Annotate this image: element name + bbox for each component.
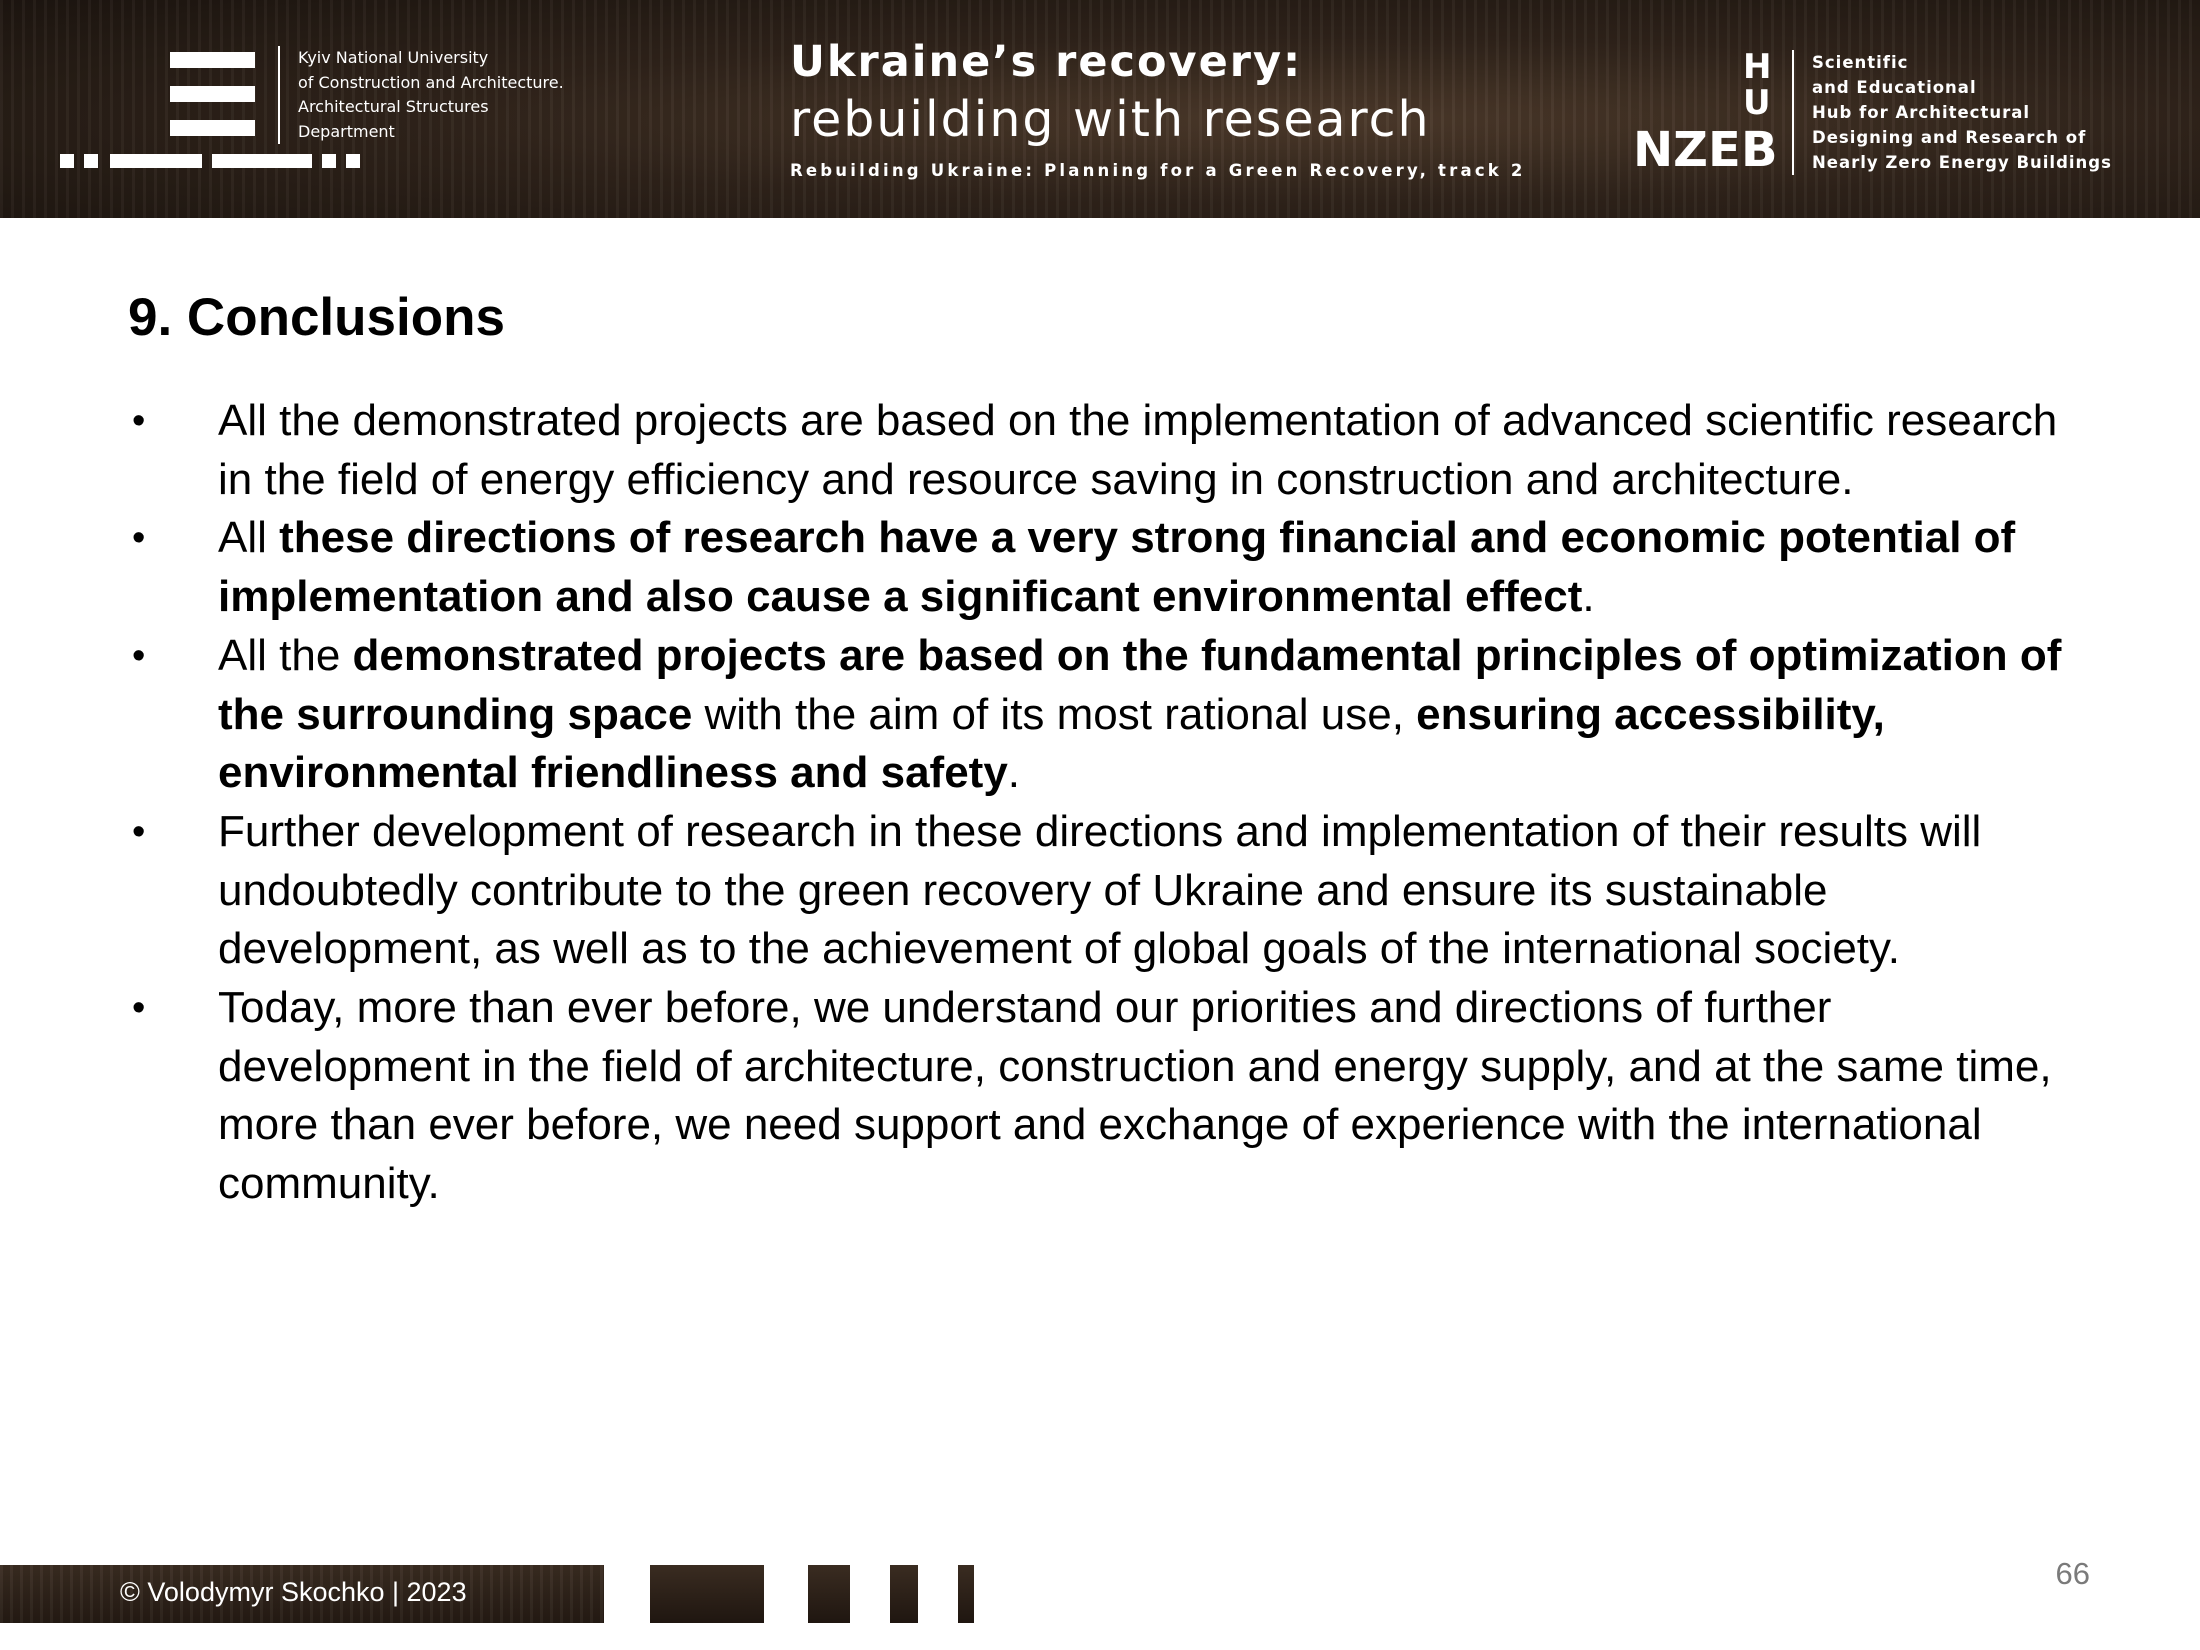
university-line: Kyiv National University <box>298 48 489 67</box>
hub-letter-nze: NZE <box>1633 122 1741 178</box>
conclusion-text <box>218 631 2061 797</box>
plain-text: All <box>218 513 280 563</box>
university-line: Department <box>298 121 395 141</box>
bullet-marker: • <box>132 517 146 560</box>
hub-nzeb-logo <box>1630 47 1780 180</box>
header-title-block <box>790 34 1526 184</box>
footer-copyright: © Volodymyr Skochko | 2023 <box>120 1577 467 1607</box>
footer-decoration <box>808 1565 850 1623</box>
emphasis-text: demonstrated projects are based on the fundamental principles of optimization of the surrounding space <box>218 630 2062 739</box>
university-line: Architectural Structures <box>298 97 489 116</box>
bullet-marker: • <box>132 400 146 442</box>
emphasis-text: ensuring accessibility, environmental friendliness and safety <box>218 689 1885 798</box>
conclusions-list <box>128 392 2078 1214</box>
plain-text: with the aim of its most rational use, <box>692 689 1417 739</box>
footer-bar <box>0 1565 604 1623</box>
hub-line: and Educational <box>1812 78 1977 97</box>
plain-text: Today, more than ever before, we understand our priorities and directions of further development in the field of architecture, construction and energy supply, and at the same time, more than ever before, we need support and exchange of experience with the international community. <box>218 983 2052 1209</box>
university-line: of Construction and Architecture. <box>298 72 564 92</box>
footer-decoration <box>890 1565 918 1623</box>
plain-text: All the <box>218 630 353 680</box>
hub-letter-u: U <box>1743 83 1771 123</box>
plain-text: . <box>1582 572 1595 622</box>
conclusion-item <box>128 803 2078 979</box>
header-subtitle: rebuilding with research <box>790 91 1431 148</box>
logo-bar <box>60 154 74 168</box>
footer-decoration <box>958 1565 974 1623</box>
hub-letter-h: H <box>1743 47 1772 87</box>
conclusion-text <box>218 513 2015 621</box>
bullet-marker: • <box>132 810 146 853</box>
logo-bar <box>212 154 312 168</box>
header-track: Rebuilding Ukraine: Planning for a Green Recovery, track 2 <box>790 161 1526 180</box>
header-title: Ukraine’s recovery: <box>790 37 1303 87</box>
logo-bar <box>346 154 360 168</box>
hub-letter-b: B <box>1741 122 1778 178</box>
conclusion-item <box>128 392 2078 509</box>
hub-description <box>1792 50 2142 175</box>
conclusion-text <box>218 396 2057 504</box>
plain-text: Further development of research in these directions and implementation of their results will undoubtedly contribute to the green recovery of Ukraine and ensure its sustainable development, as well as to the achievement of global goals of the international society. <box>218 806 1982 974</box>
university-name <box>278 46 628 144</box>
plain-text: . <box>1007 748 1021 798</box>
logo-bar <box>84 154 98 168</box>
logo-bar <box>170 86 255 102</box>
conclusion-item <box>128 627 2078 803</box>
logo-bar <box>170 52 255 68</box>
plain-text: All the demonstrated projects are based on the implementation of advanced scientific research in the field of energy efficiency and resource saving in construction and architecture. <box>218 396 2058 504</box>
footer-decoration <box>650 1565 764 1623</box>
slide-header <box>0 0 2200 218</box>
hub-line: Hub for Architectural <box>1812 103 2031 122</box>
slide-title: 9. Conclusions <box>128 288 505 347</box>
conclusion-text <box>218 983 2052 1208</box>
hub-line: Scientific <box>1812 53 1909 72</box>
emphasis-text: these directions of research have a very strong financial and economic potential of implementation and also cause a significant environmental effect <box>218 513 2016 622</box>
conclusion-text <box>218 807 1981 973</box>
logo-bar <box>110 154 202 168</box>
hub-line: Nearly Zero Energy Buildings <box>1812 153 2112 172</box>
bullet-marker: • <box>132 634 146 677</box>
hub-line: Designing and Research of <box>1812 128 2087 147</box>
logo-bar <box>322 154 336 168</box>
bullet-marker: • <box>132 987 146 1030</box>
page-number: 66 <box>2055 1556 2090 1591</box>
conclusion-item <box>128 979 2078 1214</box>
logo-bar <box>170 120 255 136</box>
conclusion-item <box>128 509 2078 626</box>
